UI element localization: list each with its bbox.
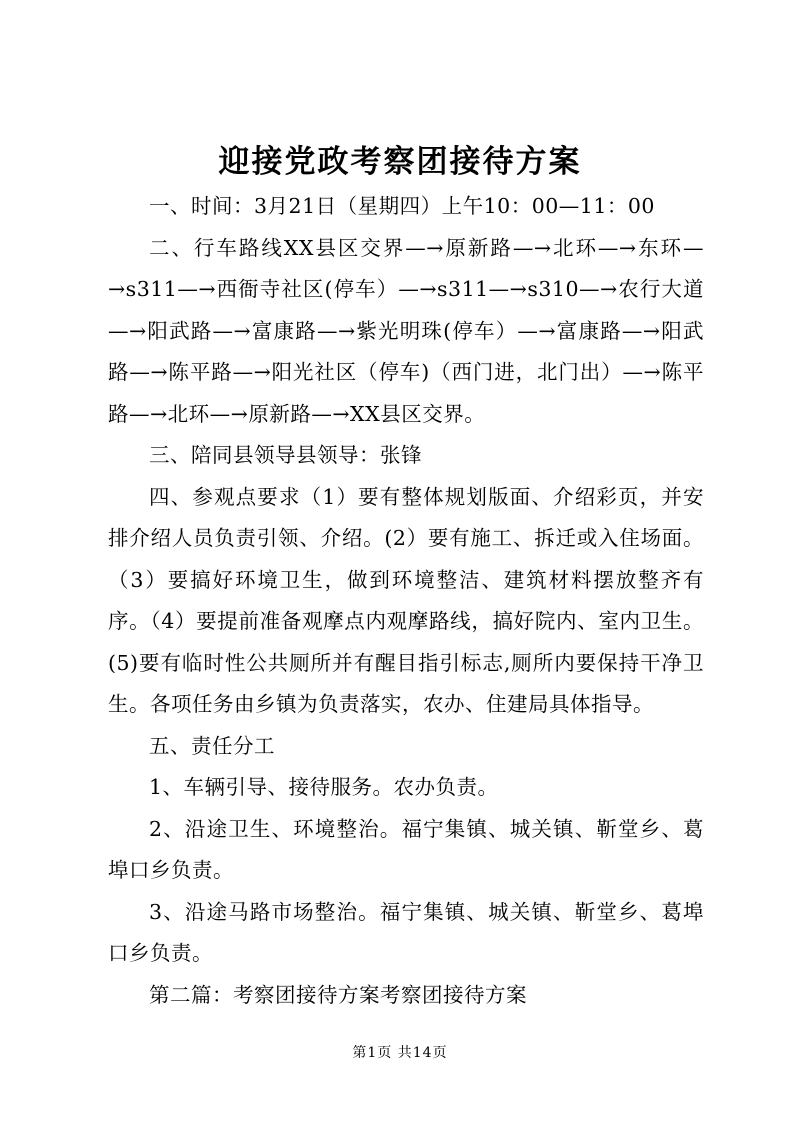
document-title: 迎接党政考察团接待方案 [218, 144, 582, 180]
paragraph-responsibility-heading: 五、责任分工 [149, 733, 275, 758]
paragraph-task-1: 1、车辆引导、接待服务。农办负责。 [149, 775, 499, 799]
page-number-footer: 第1页 共14页 [352, 1045, 448, 1061]
paragraph-route: 二、行车路线XX县区交界—→原新路—→北环—→东环—→s311—→西衙寺社区(停车）—→s311—→s310—→农行大道—→阳武路—→富康路—→紫光明珠(停车）—→富康路—→阳武路—→陈平路—→阳光社区（停车)（西门进，北门出）—→陈平路—→北环—→原新路—→XX县区交界。 [108, 235, 704, 426]
paragraph-time: 一、时间：3月21日（星期四）上午10：00—11：00 [149, 194, 655, 218]
paragraph-task-3: 3、沿途马路市场整治。福宁集镇、城关镇、靳堂乡、葛埠口乡负责。 [108, 899, 704, 965]
paragraph-requirements: 四、参观点要求（1）要有整体规划版面、介绍彩页，并安排介绍人员负责引领、介绍。(2）要有施工、拆迁或入住场面。（3）要搞好环境卫生，做到环境整洁、建筑材料摆放整齐有序。（4）要提前准备观摩点内观摩路线，搞好院内、室内卫生。(5)要有临时性公共厕所并有醒目指引标志,厕所内要保持干净卫生。各项任务由乡镇为负责落实，农办、住建局具体指导。 [108, 484, 704, 716]
paragraph-second-section: 第二篇：考察团接待方案考察团接待方案 [149, 982, 527, 1007]
document-body [108, 186, 704, 1016]
paragraph-leader: 三、陪同县领导县领导：张锋 [149, 443, 422, 467]
paragraph-task-2: 2、沿途卫生、环境整治。福宁集镇、城关镇、靳堂乡、葛埠口乡负责。 [108, 816, 704, 882]
